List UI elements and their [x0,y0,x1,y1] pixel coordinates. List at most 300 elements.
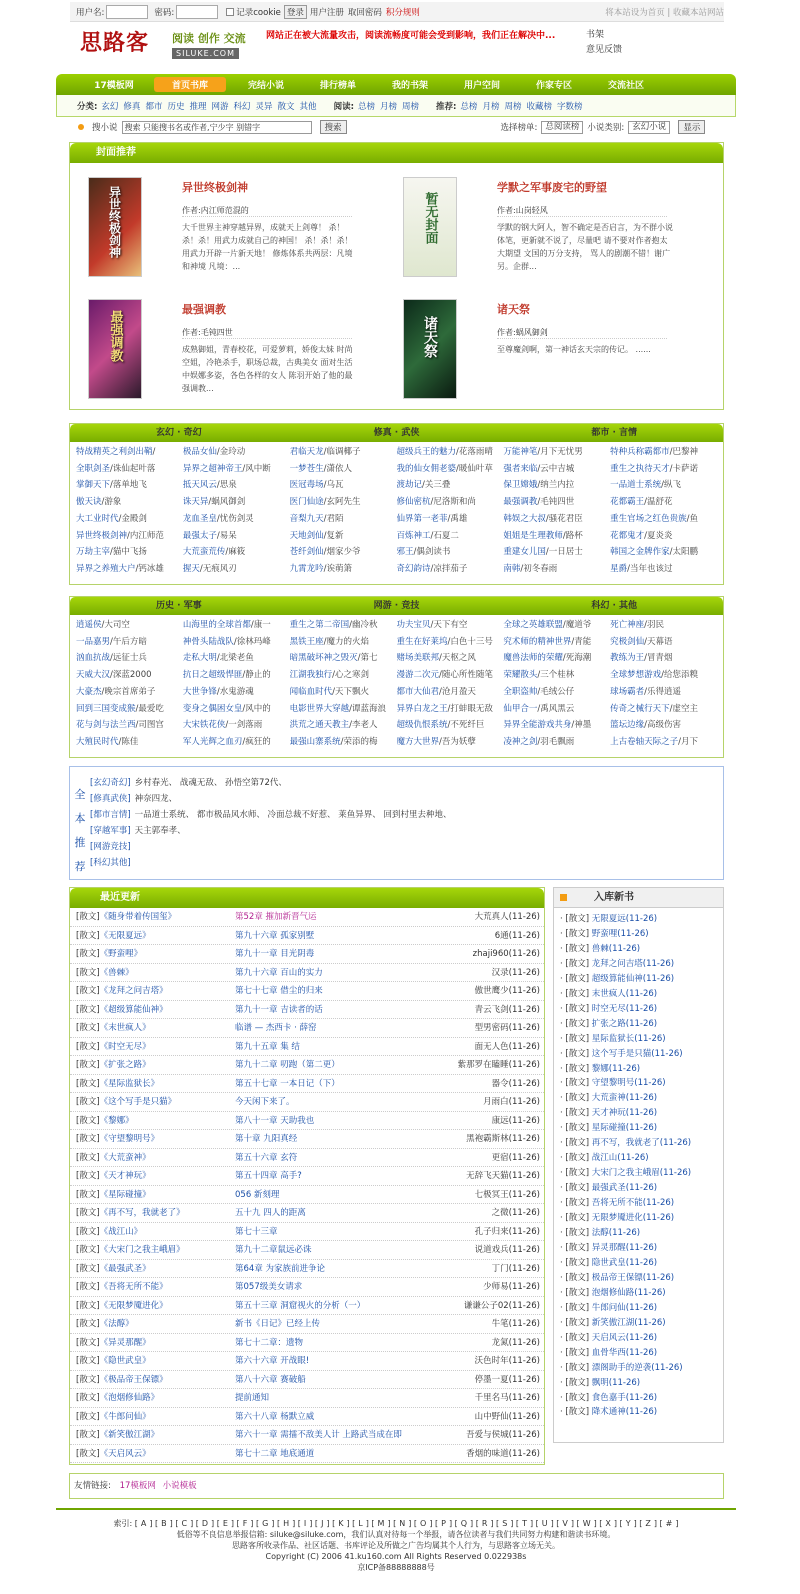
book-link[interactable]: 《大宋门之我主峨眉》 [99,1245,185,1255]
book-author: /卡萨诺 [669,463,699,474]
book-link[interactable]: 大荒蛮荒传 [182,547,226,558]
chapter-link[interactable]: 第六十八章 杨默立威 [235,1411,315,1422]
book-link[interactable]: 异世终极剑神 [76,530,128,541]
book-link[interactable]: 保卫嫦娥 [503,480,538,491]
chapter-link[interactable]: 新书《日记》已经上传 [235,1319,321,1329]
feedback-link[interactable]: 意见反馈 [586,45,623,55]
letter-link[interactable]: C [181,1519,188,1528]
book-link[interactable]: 《极品帝王保镖》 [99,1374,168,1385]
book-link[interactable]: 全球之英雄联盟 [503,620,563,630]
book-link[interactable]: 闻临血时代 [289,686,333,697]
book-link[interactable]: 赌场美联邦 [396,653,440,664]
chapter-link[interactable]: 第九十五章 集 结 [235,1041,300,1052]
subnav-cat[interactable]: 修真 [123,101,141,112]
book-author: /鱼 [686,513,699,524]
letter-link[interactable]: P [441,1519,446,1528]
category-head[interactable]: 网游 · 竞技 [373,601,420,611]
book-link[interactable]: 奇幻韵诗 [396,563,431,574]
nav-item-my-bookshelf[interactable]: 我的书架 [391,81,428,91]
book-link[interactable]: 血骨华西(11-26) [591,1347,658,1358]
book-link[interactable]: 守望黎明号(11-26) [591,1078,666,1089]
book-link[interactable]: 走私大明 [182,653,217,664]
letter-link[interactable]: J [321,1519,324,1528]
book-link[interactable]: 傲天诀 [76,497,102,508]
book-link[interactable]: 《最强武圣》 [99,1263,151,1274]
book-link[interactable]: 渡劫记 [396,480,423,491]
letter-link[interactable]: L [358,1519,363,1528]
rank-select[interactable]: 总阅读榜 [541,121,583,134]
chapter-link[interactable]: 第六十六章 开战眼! [235,1356,310,1366]
book-link[interactable]: 暗黑破坏神之毁灭 [289,653,358,664]
subnav-rec[interactable]: 月榜 [482,101,500,112]
letter-link[interactable]: H [283,1519,290,1528]
chapter-link[interactable]: 第七十三章 [235,1226,278,1237]
search-button[interactable]: 搜索 [320,120,347,134]
book-link[interactable]: 龙血圣皇 [182,513,217,524]
book-link[interactable]: 天启风云(11-26) [591,1332,658,1343]
list-item [560,1047,723,1062]
book-link[interactable]: 大世争锋 [182,686,217,697]
chapter-link[interactable]: 第五十三章 洞窟视火的分析（一） [235,1300,366,1311]
book-link[interactable]: 《泡烟修仙路》 [99,1393,160,1403]
letter-link[interactable]: O [420,1519,427,1528]
book-link[interactable]: 极品帝王保镖(11-26) [591,1272,675,1283]
subnav-rec[interactable]: 字数榜 [556,101,583,112]
show-button[interactable]: 显示 [678,120,705,134]
book-link[interactable]: 军人光辉之血刃 [182,736,243,747]
book-link[interactable]: 超级兵王的魅力 [396,447,457,457]
subnav-cat[interactable]: 历史 [167,101,185,112]
book-link[interactable]: 君临天龙 [289,447,324,457]
book-link[interactable]: 抵天风云 [182,480,217,491]
book-link[interactable]: 《这个写手是只猫》 [99,1097,177,1107]
site-logo[interactable] [80,26,250,68]
book-link[interactable]: 《异灵那醒》 [99,1337,151,1348]
category-head[interactable]: 历史 · 军事 [155,601,202,611]
book-link[interactable]: 究极剑仙 [610,636,645,647]
book-link[interactable]: 魔方大世界 [396,736,440,747]
book-link[interactable]: 汹血抗战 [76,653,111,664]
list-item [560,1241,723,1256]
book-link[interactable]: 一梦苍生 [289,463,324,474]
book-link[interactable]: 《战江山》 [99,1226,143,1237]
book-link[interactable]: 天威大汉 [76,670,111,681]
book-link[interactable]: 异灵那醒(11-26) [591,1242,658,1253]
book-link[interactable]: 荣耀散头 [503,670,538,681]
book-link[interactable]: 《天启风云》 [99,1448,151,1459]
book-link[interactable]: 特战精英之利剑出鞘 [76,447,153,457]
book-link[interactable]: 《新笑傲江湖》 [99,1430,160,1440]
book-link[interactable]: 《无限夏远》 [99,930,151,941]
letter-link[interactable]: D [201,1519,209,1528]
chapter-link[interactable]: 第十章 九阳真经 [235,1134,298,1144]
book-link[interactable]: 《吾将无所不能》 [99,1282,168,1292]
password-input[interactable] [176,5,218,19]
recommend-category[interactable]: [科幻其他] [90,858,131,868]
book-link[interactable]: 魔兽法师的荣耀 [503,653,563,664]
book-link[interactable]: 漂阁助手的逆袭(11-26) [591,1362,683,1373]
chapter-link[interactable]: 第057级美女请求 [235,1282,303,1292]
book-link[interactable]: 姐姐是生理教师 [503,530,563,541]
chapter-link[interactable]: 提前通知 [235,1393,270,1403]
subnav-cat[interactable]: 其他 [299,101,317,112]
chapter-link[interactable]: 第七十二章：遗物 [235,1337,304,1348]
book-link[interactable]: 天地剑仙 [289,530,324,541]
book-link[interactable]: 《野蛮哩》 [99,949,143,959]
book-link[interactable]: 战江山(11-26) [591,1153,649,1164]
book-link[interactable]: 泡烟修仙路(11-26) [591,1287,666,1298]
book-link[interactable]: 最强调教 [503,497,538,508]
book-link[interactable]: 龙拜之问吉塔(11-26) [591,958,675,969]
book-link[interactable]: 诛天异 [182,497,209,508]
letter-link[interactable]: S [502,1519,508,1528]
book-link[interactable]: 苍纤剑仙 [289,547,324,558]
subnav-read[interactable]: 周榜 [402,101,420,112]
book-link[interactable]: 降术通神(11-26) [591,1407,658,1418]
book-link[interactable]: 大豪杰 [76,686,102,697]
search-input[interactable]: 搜索 只能搜书名或作者,宁少字 别错字 [122,121,312,134]
book-link[interactable]: 漫游二次元 [396,670,440,681]
book-link[interactable]: 《星际监狱长》 [99,1078,160,1089]
book-link[interactable]: 球场霸者 [610,686,645,697]
book-link[interactable]: 万能神笔 [503,447,538,457]
chapter-link[interactable]: 第52章 摧加新晋气运 [235,912,317,922]
recommend-category[interactable]: [穿越军事] [90,826,131,836]
book-link[interactable]: 《末世疯人》 [99,1023,151,1033]
list-bullet: · [散文] [560,1347,592,1358]
book-link[interactable]: 抗日之超级悍匪 [182,670,243,681]
book-link[interactable]: 重生在好莱坞 [396,636,448,647]
recommend-category[interactable]: [都市言情] [90,810,131,820]
book-link[interactable]: 《龙拜之问吉塔》 [99,986,168,996]
book-link[interactable]: 花与剑与法兰西 [76,720,136,731]
letter-link[interactable]: E [222,1519,228,1528]
nav-item-finished[interactable]: 完结小说 [247,81,284,91]
book-link[interactable]: 全职盗帅 [503,686,538,697]
letter-link[interactable]: F [242,1519,248,1528]
subnav-cat[interactable]: 灵异 [255,101,273,112]
chapter-link[interactable]: 第64章 为家族前进争论 [235,1263,326,1274]
book-link[interactable]: 食色嘉手(11-26) [591,1392,658,1403]
login-button[interactable]: 登录 [284,5,307,19]
book-link[interactable]: 《扩张之路》 [99,1060,151,1070]
nav-item-ranking[interactable]: 排行榜单 [319,81,356,91]
chapter-link[interactable]: 今天闲下来了。 [235,1097,295,1107]
subnav-cat[interactable]: 推理 [189,101,207,112]
chapter-link[interactable]: 第九十一章 吉读者的话 [235,1004,323,1015]
book-link[interactable]: 篮坛边缘 [610,720,645,731]
book-link[interactable]: 音梨九天 [289,513,324,524]
letter-link[interactable]: V [562,1519,568,1528]
chapter-link[interactable]: 五十九 四人的距离 [235,1208,306,1218]
chapter-link[interactable]: 临谱 — 杰西卡 · 薛窑 [235,1023,317,1033]
subnav-cat[interactable]: 玄幻 [101,101,119,112]
book-link[interactable]: 《法醇》 [99,1319,134,1329]
nav-item-bookstore[interactable]: 首页书库 [154,77,226,92]
letter-link[interactable]: I [303,1519,307,1528]
bookshelf-link[interactable]: 书架 [586,30,605,40]
book-link[interactable]: 再不写，我就老了(11-26) [591,1138,692,1149]
book-author: /禹雄 [447,513,468,524]
book-link[interactable]: 逍遥侯 [76,620,102,630]
chapter-link[interactable]: 第五十六章 玄符 [235,1152,298,1163]
letter-link[interactable]: K [338,1519,344,1528]
book-link[interactable]: 星际碰撞(11-26) [591,1123,658,1134]
category-select[interactable]: 玄幻小说 [628,121,670,134]
book-cover[interactable] [88,177,142,277]
letter-link[interactable]: W [582,1519,591,1528]
chapter-link[interactable]: 第九十二章鼠远必诛 [235,1245,312,1255]
book-link[interactable]: 《星际碰撞》 [99,1189,151,1200]
book-link[interactable]: 异界全能游戏共身 [503,720,572,731]
book-link[interactable]: 南韩 [503,563,521,574]
book-link[interactable]: 百炼神工 [396,530,431,541]
category-head[interactable]: 科幻 · 其他 [591,601,638,611]
subnav-rec[interactable]: 周榜 [504,101,522,112]
book-link[interactable]: 功夫宝贝 [396,620,431,630]
letter-link[interactable]: Z [645,1519,651,1528]
book-link[interactable]: 神骨头陆战队 [182,636,234,647]
book-title[interactable]: 诸天祭 [497,303,530,316]
letter-link[interactable]: Q [460,1519,468,1528]
recommend-category[interactable]: [网游竞技] [90,842,131,852]
category-head[interactable]: 都市 · 言情 [591,428,638,438]
remember-checkbox[interactable] [226,8,234,16]
book-link[interactable]: 最强太子 [182,530,217,541]
nav-item-author-zone[interactable]: 作家专区 [535,81,572,91]
book-link[interactable]: 《隐世武皇》 [99,1356,151,1366]
book-link[interactable]: 扩张之路(11-26) [591,1018,658,1029]
register-link[interactable]: 用户注册 [309,7,344,18]
chapter-link[interactable]: 第六十一章 需擂不敌美人计 上路武当成在即 [235,1430,402,1440]
book-link[interactable]: 黎娜(11-26) [591,1063,641,1074]
book-link[interactable]: 《无限梦魇进化》 [99,1300,168,1311]
book-link[interactable]: 江湖我独行 [289,670,333,681]
letter-link[interactable]: X [605,1519,611,1528]
book-link[interactable]: 万劫主宰 [76,547,111,558]
book-link[interactable]: 电影世界大穿越 [289,703,350,714]
book-link[interactable]: 无限梦魇进化(11-26) [591,1213,675,1224]
book-link[interactable]: 兽棘(11-26) [591,943,641,954]
book-title[interactable]: 最强调教 [182,303,226,316]
recommend-category[interactable]: [玄幻奇幻] [90,778,131,788]
chapter-link[interactable]: 第八十一章 天助我也 [235,1115,315,1126]
book-author: /君陌 [323,513,344,524]
book-link[interactable]: 《大荒蛮神》 [99,1152,151,1163]
retrieve-password-link[interactable]: 取回密码 [347,7,382,18]
book-link[interactable]: 都市大仙君 [396,686,440,697]
book-link[interactable]: 究术师的精神世界 [503,636,572,647]
chapter-link[interactable]: 第九十六章 孤家别墅 [235,930,315,941]
book-link[interactable]: 大荒蛮神(11-26) [591,1093,658,1104]
subnav-cat[interactable]: 科幻 [233,101,251,112]
chapter-link[interactable]: 第五十四章 高手? [235,1171,302,1181]
category-head[interactable]: 修真 · 武侠 [373,428,420,438]
book-link[interactable]: 回到三国变成猴 [76,703,136,714]
letter-link[interactable]: B [161,1519,167,1528]
homepage-favorite-links[interactable]: 将本站设为首页 | 收藏本站网站 [605,7,724,18]
book-link[interactable]: 大殖民时代 [76,736,119,747]
book-link[interactable]: 异界之养殖大户 [76,563,136,574]
book-link[interactable]: 黑铁王座 [289,636,324,647]
nav-item-community[interactable]: 交流社区 [607,81,644,91]
category-cell [290,544,397,561]
book-link[interactable]: 星际监狱长(11-26) [591,1033,666,1044]
recommend-category[interactable]: [修真武侠] [90,794,131,804]
book-link[interactable]: 仙甲合一 [503,703,538,714]
subnav-rec[interactable]: 收藏榜 [526,101,552,112]
book-link[interactable]: 最强武圣(11-26) [591,1183,658,1194]
book-link[interactable]: 大宋门之我主峨眉(11-26) [591,1168,692,1179]
book-link[interactable]: 修仙密杭 [396,497,431,508]
book-link[interactable]: 全球梦想游戏 [610,670,662,681]
book-link[interactable]: 大工业时代 [76,513,119,524]
letter-link[interactable]: R [481,1519,488,1528]
book-title[interactable]: 异世终极剑神 [182,181,248,194]
letter-link[interactable]: G [262,1519,269,1528]
book-link[interactable]: 传奇之械行天下 [610,703,670,714]
letter-link[interactable]: A [140,1519,147,1528]
chapter-link[interactable]: 第九十一章 目光阴毒 [235,949,315,959]
book-title[interactable]: 学默之军事废宅的野望 [497,181,607,194]
book-link[interactable]: 《黎娜》 [99,1115,134,1126]
book-link[interactable]: 《兽棘》 [99,967,134,978]
nav-item-user-space[interactable]: 用户空间 [463,81,500,91]
book-link[interactable]: 教练为王 [610,653,645,664]
letter-link[interactable]: M [377,1519,385,1528]
book-link[interactable]: 强者来临 [503,463,538,474]
book-link[interactable]: 我的仙女佣老婆 [396,463,457,474]
chapter-link[interactable]: 第八十六章 赛破船 [235,1374,306,1385]
book-link[interactable]: 花都鬼才 [610,530,645,541]
book-link[interactable]: 《天才神玩》 [99,1171,151,1181]
book-link[interactable]: 特种兵称霸都市 [610,447,670,457]
subnav-cat[interactable]: 网游 [211,101,229,112]
nav-item-17mb[interactable]: 17模板网 [94,81,134,91]
book-link[interactable]: 《时空无尽》 [99,1041,151,1052]
book-link[interactable]: 花都霸王 [610,497,645,508]
book-link[interactable]: 《随身带着传国玺》 [99,912,177,922]
book-link[interactable]: 这个写手是只猫(11-26) [591,1048,683,1059]
book-link[interactable]: 洪荒之通天教主 [289,720,350,731]
letter-link[interactable]: Y [625,1519,631,1528]
book-link[interactable]: 掌御天下 [76,480,111,491]
book-link[interactable]: 超级算能仙神(11-26) [591,973,675,984]
category-head[interactable]: 玄幻 · 奇幻 [155,428,202,438]
book-link[interactable]: 邪王 [396,547,414,558]
book-link[interactable]: 重生官场之红色贵族 [610,513,687,524]
book-link[interactable]: 无限夏远(11-26) [591,914,658,924]
featured-book [70,295,360,410]
subnav-cat[interactable]: 都市 [145,101,163,112]
list-bullet: · [散文] [560,1287,592,1298]
book-link[interactable]: 吾将无所不能(11-26) [591,1198,675,1209]
book-cell [76,1038,151,1056]
book-link[interactable]: 法醇(11-26) [591,1228,641,1239]
book-link[interactable]: 握天 [182,563,200,574]
book-link[interactable]: 仙界第一老菲 [396,513,448,524]
chapter-link[interactable]: 第七十二章 地底通道 [235,1448,315,1459]
book-link[interactable]: 异界之超神帝王 [182,463,243,474]
subnav-read[interactable]: 月榜 [379,101,397,112]
book-link[interactable]: 《超级算能仙神》 [99,1004,168,1015]
chapter-link[interactable]: 第九十六章 百山的实力 [235,967,323,978]
book-link[interactable]: 新笑傲江湖(11-26) [591,1317,666,1328]
book-cover[interactable] [88,299,142,399]
book-link[interactable]: 《再不写，我就老了》 [99,1208,185,1218]
book-link[interactable]: 重生之执待天才 [610,463,670,474]
subnav-read[interactable]: 总榜 [357,101,375,112]
book-link[interactable]: 时空无尽(11-26) [591,1003,658,1014]
book-link[interactable]: 医冠毒场 [289,480,324,491]
book-link[interactable]: 一品嘉男 [76,636,111,647]
book-link[interactable]: 末世疯人(11-26) [591,988,658,999]
book-link[interactable]: 天才神玩(11-26) [591,1108,658,1119]
book-author: /纳兰内拉 [537,480,575,491]
chapter-link[interactable]: 第七十七章 借尘的归来 [235,986,323,996]
book-link[interactable]: 重建女儿国 [503,547,546,558]
recommend-books: 天主郭奉孝、 [134,826,186,836]
book-link[interactable]: 重生之第二帝国 [289,620,350,630]
letter-link[interactable]: T [522,1519,527,1528]
friend-link[interactable]: 17模板网 [119,1481,156,1491]
author-date: 千里名马(11-26) [474,1393,540,1403]
book-link[interactable]: 韩国之金牌作家 [610,547,670,558]
featured-book [385,173,675,288]
book-link[interactable]: 野蛮哩(11-26) [591,928,649,939]
category-cell [183,701,290,718]
book-link[interactable]: 韩娱之大叔 [503,513,546,524]
book-link[interactable]: 山海里的全球首都 [182,620,251,630]
chapter-link[interactable]: 第九十二章 叨跑（第二更） [235,1060,340,1070]
book-link[interactable]: 变身之偶困女皇 [182,703,243,714]
book-link[interactable]: 九霄龙吟 [289,563,324,574]
book-link[interactable]: 极品女仙 [182,447,217,457]
book-cover[interactable] [403,299,457,399]
book-link[interactable]: 一品道士系统 [610,480,662,491]
book-link[interactable]: 《守望黎明号》 [99,1134,160,1144]
book-cover[interactable] [403,177,457,277]
book-link[interactable]: 飘明(11-26) [591,1377,641,1388]
book-link[interactable]: 医门仙途 [289,497,324,508]
book-link[interactable]: 上古卷轴天际之子 [610,736,679,747]
points-rule-link[interactable]: 积分规则 [385,7,420,18]
letter-link[interactable]: # [665,1519,673,1528]
book-link[interactable]: 牛郎问仙(11-26) [591,1302,658,1313]
book-link[interactable]: 《牛郎问仙》 [99,1411,151,1422]
book-link[interactable]: 全职剑圣 [76,463,111,474]
list-bullet: · [散文] [560,958,592,969]
author-date: 康远(11-26) [491,1115,540,1126]
letter-link[interactable]: U [541,1519,548,1528]
subnav-cat[interactable]: 散文 [277,101,295,112]
book-link[interactable]: 死亡神座 [610,620,645,630]
book-link[interactable]: 最强山寨系统 [289,736,341,747]
book-link[interactable]: 凌神之剑 [503,736,538,747]
book-link[interactable]: 异界白龙之王 [396,703,448,714]
book-link[interactable]: 超级仇恨系统 [396,720,448,731]
subnav-rec[interactable]: 总榜 [460,101,478,112]
chapter-link[interactable]: 056 新刻理 [235,1189,280,1200]
letter-link[interactable]: N [399,1519,406,1528]
friend-link[interactable]: 小说模板 [162,1481,197,1491]
chapter-link[interactable]: 第五十七章 一本日记（下） [235,1078,340,1089]
book-link[interactable]: 隐世武皇(11-26) [591,1257,658,1268]
book-link[interactable]: 星爵 [610,563,628,574]
username-input[interactable] [106,5,148,19]
book-link[interactable]: 大宋铁花侠 [182,720,226,731]
list-item [560,1136,723,1151]
